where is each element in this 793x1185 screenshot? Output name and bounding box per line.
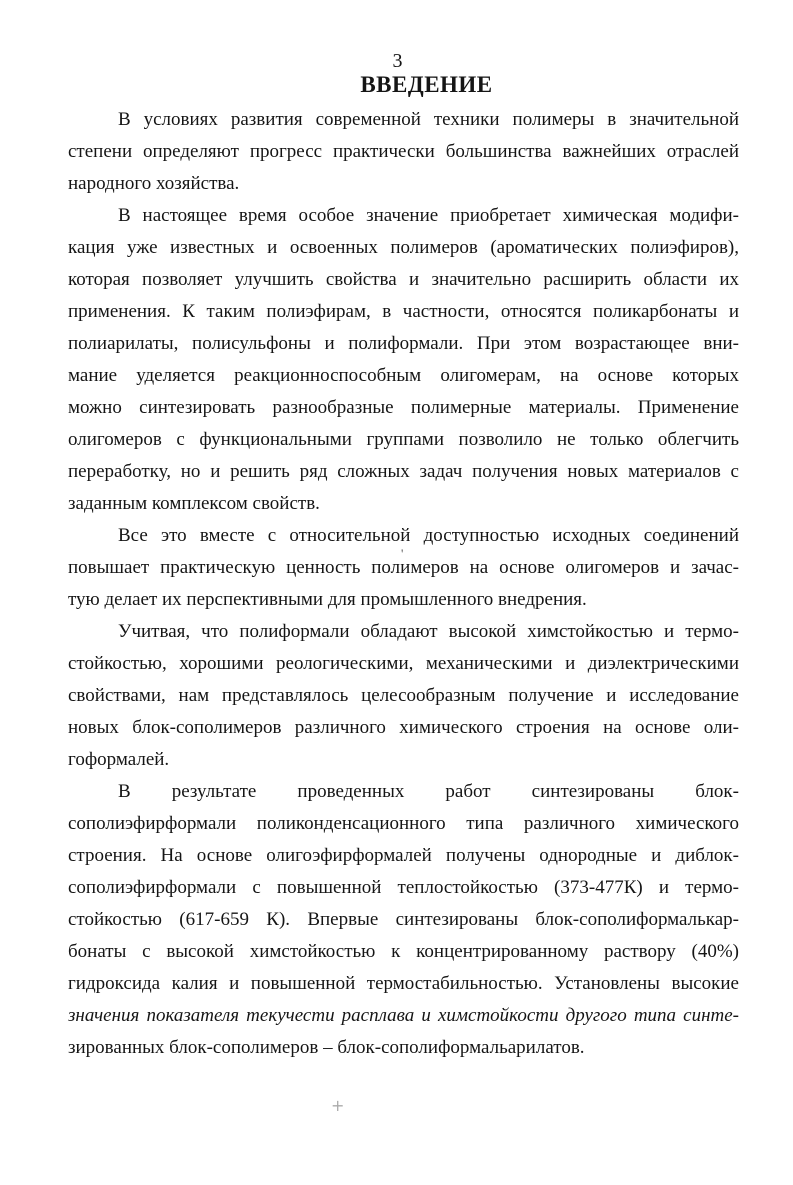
text-line: зированных блок-сополимеров – блок-сополиформальарилатов. (68, 1037, 585, 1058)
text-line: Все это вместе с относительной доступностью исходных соединений (118, 525, 739, 546)
text-line: свойствами, нам представлялось целесообразным получение и исследование (68, 685, 739, 706)
text-line: Учитвая, что полиформали обладают высокой химстойкостью и термо- (118, 621, 739, 642)
paragraph (68, 104, 739, 200)
text-line: народного хозяйства. (68, 173, 240, 194)
text-line: применения. К таким полиэфирам, в частности, относятся поликарбонаты и (68, 301, 739, 322)
text-line: мание уделяется реакционноспособным олигомерам, на основе которых (68, 365, 739, 386)
paragraph (68, 616, 739, 776)
section-heading: ВВЕДЕНИЕ (360, 72, 493, 97)
body-text (68, 104, 739, 1064)
paragraph (68, 200, 739, 520)
text-line: В настоящее время особое значение приобретает химическая модифи- (118, 205, 739, 226)
text-line: сополиэфирформали поликонденсационного типа различного химического (68, 813, 739, 834)
text-line: значения показателя текучести расплава и химстойкости другого типа синте- (68, 1005, 739, 1026)
text-line: стойкостью, хорошими реологическими, механическими и диэлектрическими (68, 653, 739, 674)
text-line: можно синтезировать разнообразные полимерные материалы. Применение (68, 397, 739, 418)
text-line: строения. На основе олигоэфирформалей получены однородные и диблок- (68, 845, 739, 866)
text-line: кация уже известных и освоенных полимеров (ароматических полиэфиров), (68, 237, 739, 258)
text-line: сополиэфирформали с повышенной теплостойкостью (373-477К) и термо- (68, 877, 739, 898)
text-line: бонаты с высокой химстойкостью к концентрированному раствору (40%) (68, 941, 739, 962)
scan-artifact-tick: ' (401, 546, 404, 561)
text-line: стойкостью (617-659 К). Впервые синтезированы блок-сополиформалькар- (68, 909, 739, 930)
text-line: полиарилаты, полисульфоны и полиформали. При этом возрастающее вни- (68, 333, 739, 354)
text-line: гидроксида калия и повышенной термостабильностью. Установлены высокие (68, 973, 739, 994)
scan-artifact-cross: + (331, 1096, 345, 1115)
text-line: В условиях развития современной техники полимеры в значительной (118, 109, 739, 130)
paragraph (68, 520, 739, 616)
text-line: тую делает их перспективными для промышленного внедрения. (68, 589, 587, 610)
text-line: степени определяют прогресс практически большинства важнейших отраслей (68, 141, 739, 162)
text-line: переработку, но и решить ряд сложных задач получения новых материалов с (68, 461, 739, 482)
text-line: В результате проведенных работ синтезированы блок- (118, 781, 739, 802)
text-line: которая позволяет улучшить свойства и значительно расширить области их (68, 269, 739, 290)
text-line: олигомеров с функциональными группами позволило не только облегчить (68, 429, 739, 450)
paragraph (68, 776, 739, 1064)
text-line: гоформалей. (68, 749, 170, 770)
text-line: заданным комплексом свойств. (68, 493, 320, 514)
text-line: повышает практическую ценность полимеров на основе олигомеров и зачас- (68, 557, 739, 578)
text-line: новых блок-сополимеров различного химического строения на основе оли- (68, 717, 739, 738)
page-number: 3 (392, 50, 403, 72)
